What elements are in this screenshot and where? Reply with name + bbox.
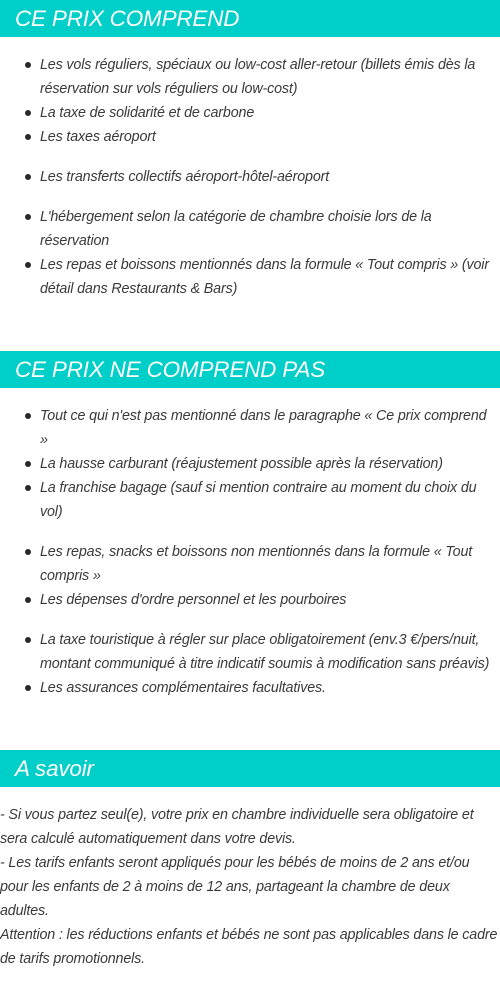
info-section-title: A savoir [0,750,500,787]
bullet-icon [25,413,31,419]
excluded-section-title: CE PRIX NE COMPREND PAS [0,351,500,388]
bullet-icon [25,485,31,491]
list-item: Les transferts collectifs aéroport-hôtel-aéroport [0,165,500,189]
bullet-icon [25,597,31,603]
excluded-list [0,404,500,700]
list-item: La franchise bagage (sauf si mention contraire au moment du choix du vol) [0,476,500,524]
info-paragraph: - Si vous partez seul(e), votre prix en chambre individuelle sera obligatoire et sera calculé automatiquement dans votre devis. [0,807,474,847]
list-item: L'hébergement selon la catégorie de chambre choisie lors de la réservation [0,205,500,253]
list-item: La taxe touristique à régler sur place obligatoirement (env.3 €/pers/nuit, montant communiqué à titre indicatif soumis à modification sans préavis) [0,628,500,676]
bullet-icon [25,461,31,467]
list-item: Les vols réguliers, spéciaux ou low-cost aller-retour (billets émis dès la réservation sur vols réguliers ou low-cost) [0,53,500,101]
list-item: Les repas, snacks et boissons non mentionnés dans la formule « Tout compris » [0,540,500,588]
list-item: Les taxes aéroport [0,125,500,149]
included-list [0,53,500,301]
info-paragraph: - Les tarifs enfants seront appliqués pour les bébés de moins de 2 ans et/ou pour les enfants de 2 à moins de 12 ans, partageant la chambre de deux adultes. [0,855,470,919]
list-item: Les assurances complémentaires facultatives. [0,676,500,700]
bullet-icon [25,174,31,180]
list-item: Les dépenses d'ordre personnel et les pourboires [0,588,500,612]
bullet-icon [25,262,31,268]
bullet-icon [25,134,31,140]
info-paragraph: Attention : les réductions enfants et bébés ne sont pas applicables dans le cadre de tarifs promotionnels. [0,927,498,967]
bullet-icon [25,549,31,555]
included-section-title: CE PRIX COMPREND [0,0,500,37]
list-item: Tout ce qui n'est pas mentionné dans le paragraphe « Ce prix comprend » [0,404,500,452]
bullet-icon [25,685,31,691]
list-item: Les repas et boissons mentionnés dans la formule « Tout compris » (voir détail dans Restaurants & Bars) [0,253,500,301]
bullet-icon [25,110,31,116]
bullet-icon [25,214,31,220]
list-item: La hausse carburant (réajustement possible après la réservation) [0,452,500,476]
bullet-icon [25,637,31,643]
list-item: La taxe de solidarité et de carbone [0,101,500,125]
bullet-icon [25,62,31,68]
info-text [0,803,500,971]
